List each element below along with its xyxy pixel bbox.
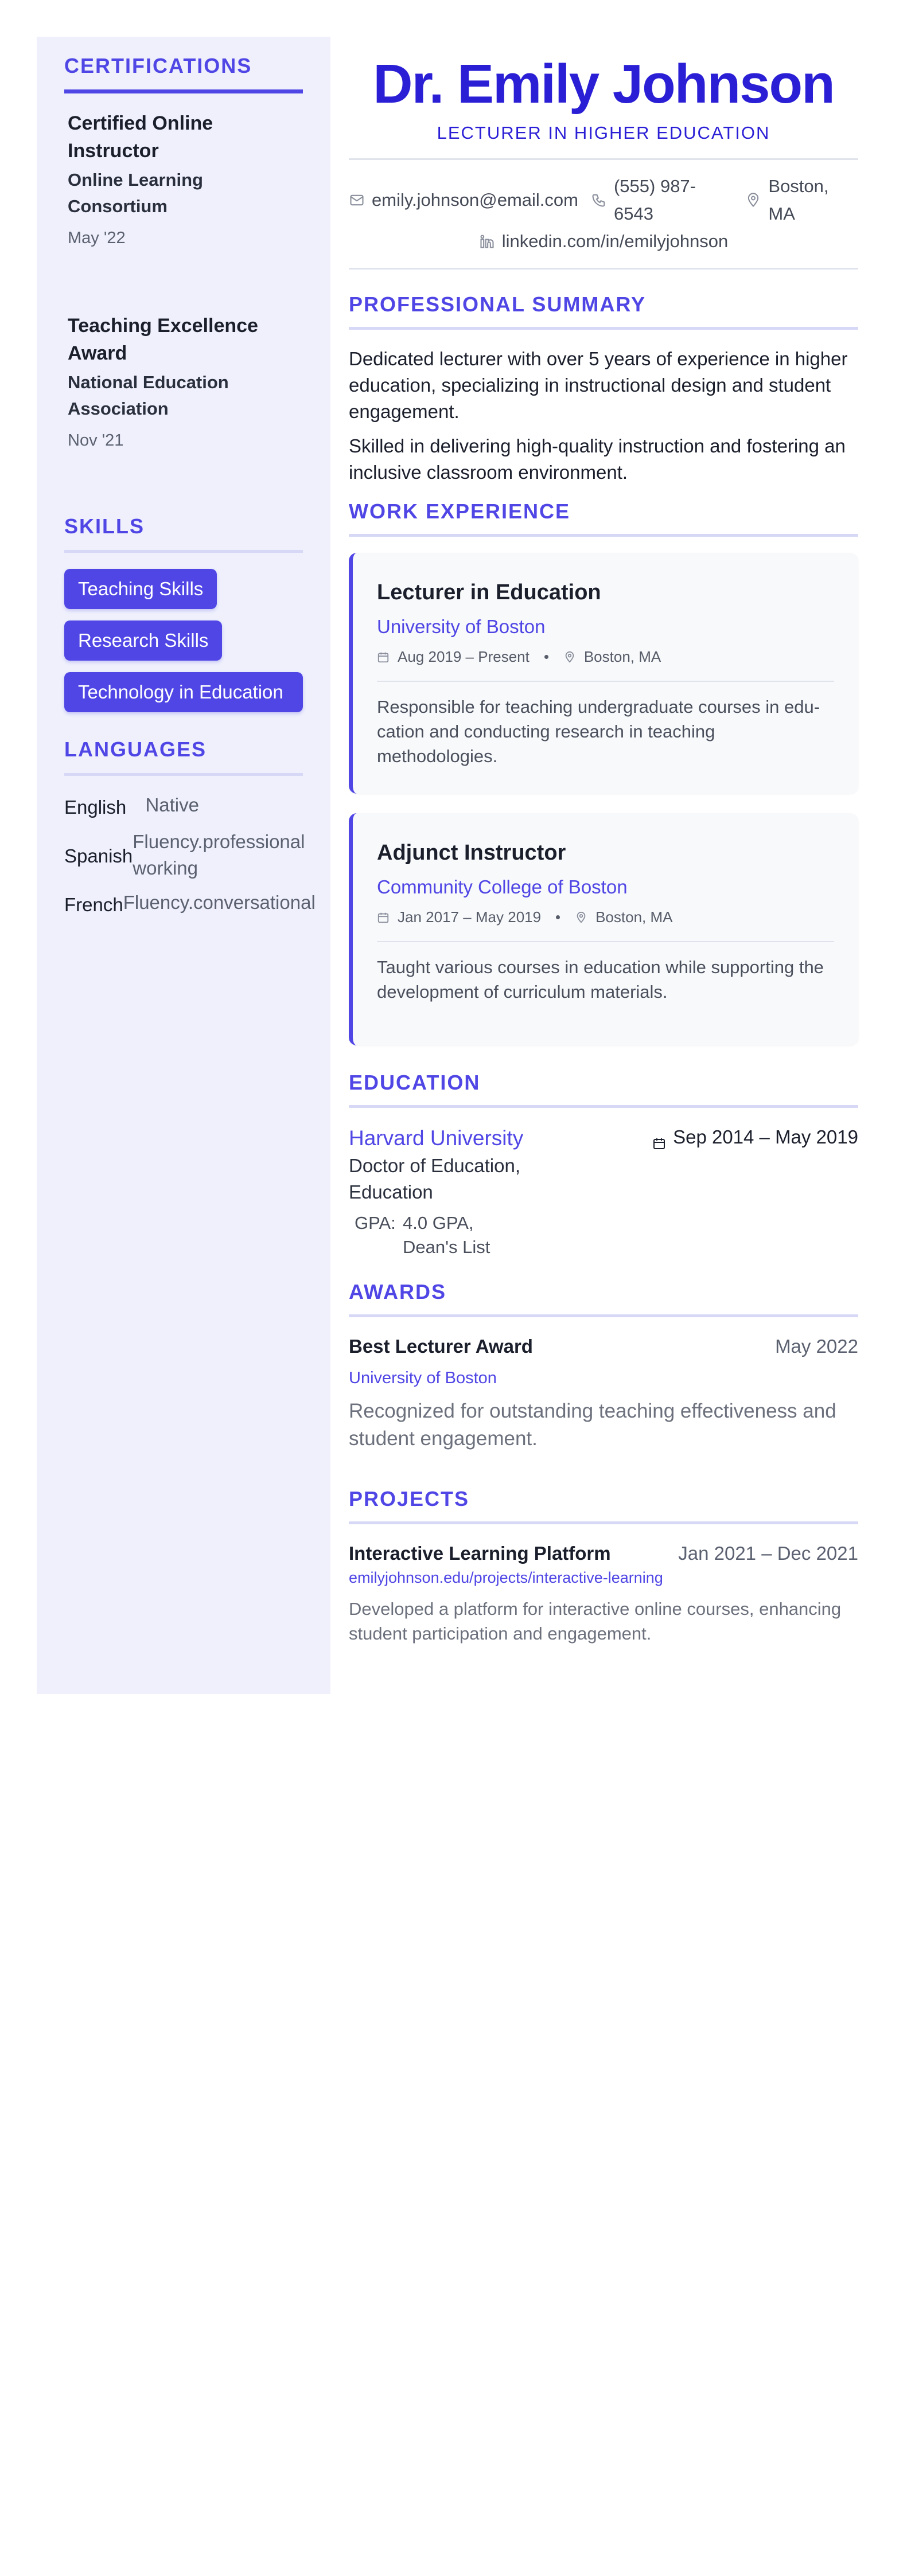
sidebar xyxy=(37,37,330,1694)
education-date-text: Sep 2014 – May 2019 xyxy=(673,1126,858,1148)
job-company: Community College of Boston xyxy=(377,876,628,897)
certification-title: Teaching Excellence Award xyxy=(68,315,258,364)
gpa-label: GPA: xyxy=(355,1213,396,1233)
project-header xyxy=(349,1540,858,1567)
certification-org: Online Learning Consortium xyxy=(68,170,203,216)
language-level: Fluency.professional working xyxy=(133,831,305,879)
certification-item xyxy=(64,110,303,248)
skill-chip: Teaching Skills xyxy=(64,569,217,609)
skill-chip: Technology in Education xyxy=(64,672,303,712)
mail-icon xyxy=(349,192,365,208)
project-description: Developed a platform for interactive online courses, enhancing student participation and engagement. xyxy=(349,1599,842,1644)
contact-row-primary xyxy=(349,173,858,228)
job-location: Boston, MA xyxy=(595,908,673,926)
calendar-icon xyxy=(377,911,390,924)
award-title: Best Lecturer Award xyxy=(349,1336,533,1357)
summary-section xyxy=(349,292,858,486)
education-school: Harvard University xyxy=(349,1126,524,1150)
skills-section xyxy=(64,514,303,712)
job-dates: Aug 2019 – Present xyxy=(398,648,530,665)
job-title: Lecturer in Education xyxy=(377,580,601,604)
phone-text: (555) 987-6543 xyxy=(613,176,696,224)
language-row xyxy=(64,829,303,881)
language-name: French xyxy=(64,894,123,915)
projects-section xyxy=(349,1487,858,1646)
education-dates xyxy=(652,1124,858,1259)
certification-date: Nov '21 xyxy=(68,431,124,450)
certifications-heading: CERTIFICATIONS xyxy=(64,54,303,93)
certification-date: May '22 xyxy=(68,229,126,247)
skills-heading: SKILLS xyxy=(64,514,303,553)
map-pin-icon xyxy=(745,192,761,208)
location-contact xyxy=(745,173,858,228)
summary-paragraph: Skilled in delivering high-quality instruction and fostering an inclusive classroom environment. xyxy=(349,435,846,483)
summary-paragraph: Dedicated lecturer with over 5 years of experience in higher education, specializing in instructional design and student engagement. xyxy=(349,348,848,422)
language-level: Fluency.conversational xyxy=(123,892,316,913)
phone-contact[interactable] xyxy=(591,173,733,228)
award-org: University of Boston xyxy=(349,1369,497,1387)
calendar-icon xyxy=(652,1130,666,1144)
job-card xyxy=(349,553,858,794)
certification-item xyxy=(64,312,303,450)
separator-dot xyxy=(556,915,560,919)
language-level: Native xyxy=(145,794,199,815)
language-row xyxy=(64,792,303,821)
candidate-title: LECTURER IN HIGHER EDUCATION xyxy=(437,123,770,143)
location-text: Boston, MA xyxy=(768,176,829,224)
project-dates: Jan 2021 – Dec 2021 xyxy=(678,1543,858,1564)
languages-section xyxy=(64,737,316,918)
certification-org: National Education Association xyxy=(68,372,229,419)
calendar-icon xyxy=(377,651,390,663)
job-description: Taught various courses in education while supporting the development of curriculum materials. xyxy=(377,957,824,1002)
language-row xyxy=(64,889,316,918)
languages-heading: LANGUAGES xyxy=(64,737,303,776)
phone-icon xyxy=(591,192,607,208)
map-pin-icon xyxy=(575,911,587,924)
summary-heading: PROFESSIONAL SUMMARY xyxy=(349,292,858,330)
job-company: University of Boston xyxy=(377,616,546,637)
job-meta xyxy=(377,908,834,942)
awards-heading: AWARDS xyxy=(349,1280,858,1317)
award-header xyxy=(349,1333,858,1360)
email-contact[interactable] xyxy=(349,186,578,214)
projects-heading: PROJECTS xyxy=(349,1487,858,1524)
education-details xyxy=(349,1124,544,1259)
job-location: Boston, MA xyxy=(583,648,661,665)
separator-dot xyxy=(544,655,548,659)
contact-row-secondary xyxy=(349,228,858,255)
job-dates: Jan 2017 – May 2019 xyxy=(398,908,542,926)
project-link[interactable]: emilyjohnson.edu/projects/interactive-learning xyxy=(349,1569,663,1586)
job-description: Responsible for teaching undergraduate courses in edu-cation and conducting research in teaching methodologies. xyxy=(377,697,820,766)
linkedin-icon xyxy=(479,233,495,249)
award-description: Recognized for outstanding teaching effectiveness and student engagement. xyxy=(349,1400,836,1450)
candidate-name: Dr. Emily Johnson xyxy=(373,53,834,115)
language-name: English xyxy=(64,797,127,818)
award-date: May 2022 xyxy=(775,1336,858,1357)
certification-title: Certified Online Instructor xyxy=(68,112,213,162)
gpa-value: 4.0 GPA, Dean's List xyxy=(403,1213,490,1257)
email-text: emily.johnson@email.com xyxy=(372,190,578,210)
experience-section xyxy=(349,499,858,1045)
job-meta xyxy=(377,648,834,682)
education-degree: Doctor of Education, Education xyxy=(349,1155,520,1203)
main-content xyxy=(349,37,858,1646)
education-section xyxy=(349,1071,858,1259)
education-gpa xyxy=(349,1211,544,1259)
contact-info xyxy=(349,158,858,270)
language-name: Spanish xyxy=(64,845,133,867)
awards-section xyxy=(349,1280,858,1453)
skill-list xyxy=(64,569,303,712)
skill-chip: Research Skills xyxy=(64,620,222,661)
linkedin-contact[interactable] xyxy=(479,228,729,255)
project-title: Interactive Learning Platform xyxy=(349,1543,611,1564)
experience-heading: WORK EXPERIENCE xyxy=(349,499,858,537)
job-title: Adjunct Instructor xyxy=(377,841,566,865)
map-pin-icon xyxy=(563,651,576,663)
education-heading: EDUCATION xyxy=(349,1071,858,1108)
education-entry xyxy=(349,1124,858,1259)
linkedin-text: linkedin.com/in/emilyjohnson xyxy=(501,231,729,251)
job-card xyxy=(349,813,858,1045)
